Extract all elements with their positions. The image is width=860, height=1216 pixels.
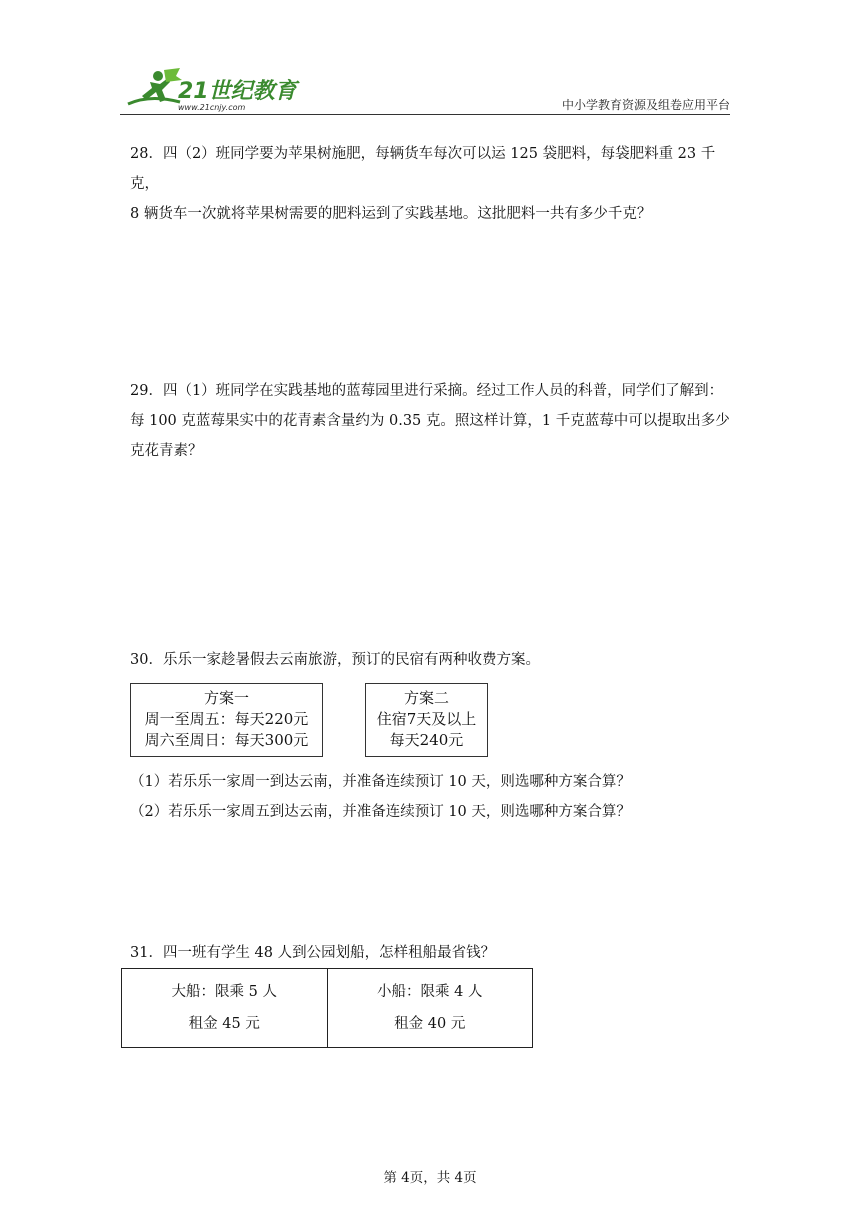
page-header	[120, 66, 730, 114]
plan-one-weekday: 周一至周五：每天220元	[144, 710, 309, 728]
plan-one-box	[130, 683, 323, 757]
question-28-line-1: 28．四（2）班同学要为苹果树施肥，每辆货车每次可以运 125 袋肥料，每袋肥料重 23 千克，	[130, 146, 716, 192]
question-29-line-3: 克花青素？	[130, 443, 203, 459]
header-tagline: 中小学教育资源及组卷应用平台	[561, 98, 730, 112]
pricing-plans	[130, 683, 530, 759]
boat-rental-table	[121, 968, 533, 1048]
question-29	[130, 376, 740, 466]
question-30-sub-2: （2）若乐乐一家周五到达云南，并准备连续预订 10 天，则选哪种方案合算？	[130, 804, 631, 820]
header-divider	[120, 114, 730, 115]
plan-two-box	[365, 683, 488, 757]
question-28-line-2: 8 辆货车一次就将苹果树需要的肥料运到了实践基地。这批肥料一共有多少千克？	[130, 206, 652, 222]
question-31-intro-text: 31．四一班有学生 48 人到公园划船，怎样租船最省钱？	[130, 945, 496, 961]
small-boat-price: 租金 40 元	[394, 1016, 466, 1032]
question-31-intro	[130, 938, 740, 968]
small-boat-cell	[327, 969, 533, 1048]
big-boat-cell	[122, 969, 328, 1048]
question-29-line-1: 29．四（1）班同学在实践基地的蓝莓园里进行采摘。经过工作人员的科普，同学们了解到：	[130, 383, 724, 399]
big-boat-capacity: 大船：限乘 5 人	[171, 984, 277, 1000]
question-30-subquestions	[130, 767, 740, 827]
small-boat-capacity: 小船：限乘 4 人	[377, 984, 483, 1000]
plan-two-title: 方案二	[403, 689, 449, 707]
plan-two-price: 每天240元	[389, 731, 464, 749]
page-number: 第 4页，共 4页	[383, 1170, 477, 1186]
question-30-intro	[130, 645, 740, 675]
logo-subtext: www.21cnjy.com	[178, 103, 246, 112]
question-30-intro-text: 30．乐乐一家趁暑假去云南旅游，预订的民宿有两种收费方案。	[130, 652, 540, 668]
table-row	[122, 969, 533, 1048]
question-29-line-2: 每 100 克蓝莓果实中的花青素含量约为 0.35 克。照这样计算，1 千克蓝莓中可以提取出多少	[130, 413, 730, 429]
plan-one-weekend: 周六至周日：每天300元	[144, 731, 309, 749]
logo-icon	[120, 66, 320, 114]
question-28	[130, 139, 740, 229]
question-30-sub-1: （1）若乐乐一家周一到达云南，并准备连续预订 10 天，则选哪种方案合算？	[130, 774, 631, 790]
logo-text: 21世纪教育	[178, 79, 297, 104]
plan-one-title: 方案一	[203, 689, 249, 707]
plan-two-condition: 住宿7天及以上	[376, 710, 477, 728]
big-boat-price: 租金 45 元	[188, 1016, 260, 1032]
